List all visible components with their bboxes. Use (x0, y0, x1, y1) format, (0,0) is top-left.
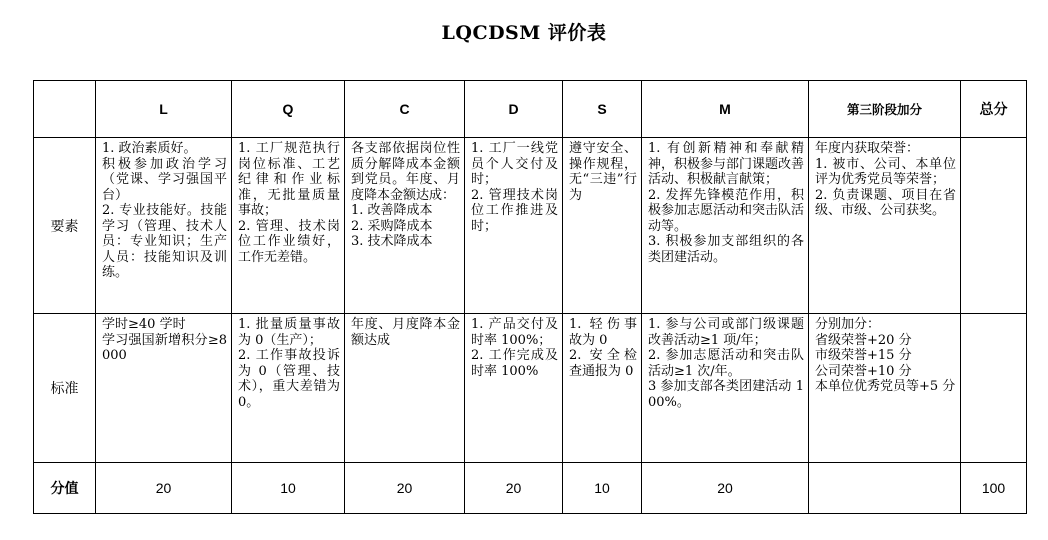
table-row-elements (34, 138, 1027, 314)
score-cell-q: 10 (232, 463, 345, 514)
standards-cell-l: 学时≥40 学时 学习强国新增积分≥8000 (96, 314, 232, 463)
standards-cell-s: 1. 轻伤事故为 0 2. 安全检查通报为 0 (563, 314, 642, 463)
elements-cell-bonus: 年度内获取荣誉： 1. 被市、公司、本单位评为优秀党员等荣誉； 2. 负责课题、项目在省级、市级、公司获奖。 (809, 138, 961, 314)
elements-cell-c: 各支部依据岗位性质分解降成本金额到党员。年度、月度降本金额达成： 1. 改善降成本 2. 采购降成本 3. 技术降成本 (345, 138, 465, 314)
row-label-elements: 要素 (34, 138, 96, 314)
elements-cell-l: 1. 政治素质好。 积极参加政治学习（党课、学习强国平台） 2. 专业技能好。技能学习（管理、技术人员：专业知识；生产人员：技能知识及训练。 (96, 138, 232, 314)
score-cell-d: 20 (465, 463, 563, 514)
header-cell-m: M (642, 81, 809, 138)
standards-cell-d: 1. 产品交付及时率 100%； 2. 工作完成及时率 100% (465, 314, 563, 463)
score-cell-m: 20 (642, 463, 809, 514)
header-cell-l: L (96, 81, 232, 138)
elements-cell-m: 1. 有创新精神和奉献精神，积极参与部门课题改善活动、积极献言献策； 2. 发挥先锋模范作用，积极参加志愿活动和突击队活动等。 3. 积极参加支部组织的各类团建活动。 (642, 138, 809, 314)
standards-cell-q: 1. 批量质量事故为 0（生产）； 2. 工作事故投诉为 0（管理、技术），重大差错为 0。 (232, 314, 345, 463)
score-cell-bonus (809, 463, 961, 514)
elements-cell-q: 1. 工厂规范执行岗位标准、工艺纪律和作业标准，无批量质量事故； 2. 管理、技术岗位工作业绩好，工作无差错。 (232, 138, 345, 314)
evaluation-table (33, 80, 1027, 514)
page-title: LQCDSM 评价表 (441, 22, 607, 44)
standards-cell-c: 年度、月度降本金额达成 (345, 314, 465, 463)
score-cell-s: 10 (563, 463, 642, 514)
elements-cell-total (961, 138, 1027, 314)
standards-cell-bonus: 分别加分： 省级荣誉+20 分 市级荣誉+15 分 公司荣誉+10 分 本单位优秀党员等+5 分 (809, 314, 961, 463)
header-cell-q: Q (232, 81, 345, 138)
header-cell-bonus: 第三阶段加分 (809, 81, 961, 138)
standards-cell-m: 1. 参与公司或部门级课题改善活动≥1 项/年； 2. 参加志愿活动和突击队活动≥1 次/年。 3 参加支部各类团建活动 100%。 (642, 314, 809, 463)
row-label-standards: 标准 (34, 314, 96, 463)
header-cell-d: D (465, 81, 563, 138)
score-cell-total: 100 (961, 463, 1027, 514)
header-cell-c: C (345, 81, 465, 138)
table-row-score (34, 463, 1027, 514)
score-cell-c: 20 (345, 463, 465, 514)
elements-cell-s: 遵守安全、操作规程，无“三违”行为 (563, 138, 642, 314)
header-cell-s: S (563, 81, 642, 138)
table-row-standards (34, 314, 1027, 463)
header-cell-blank (34, 81, 96, 138)
header-row (34, 81, 1027, 138)
row-label-score: 分值 (34, 463, 96, 514)
header-cell-total: 总分 (961, 81, 1027, 138)
score-cell-l: 20 (96, 463, 232, 514)
standards-cell-total (961, 314, 1027, 463)
elements-cell-d: 1. 工厂一线党员个人交付及时； 2. 管理技术岗位工作推进及时； (465, 138, 563, 314)
